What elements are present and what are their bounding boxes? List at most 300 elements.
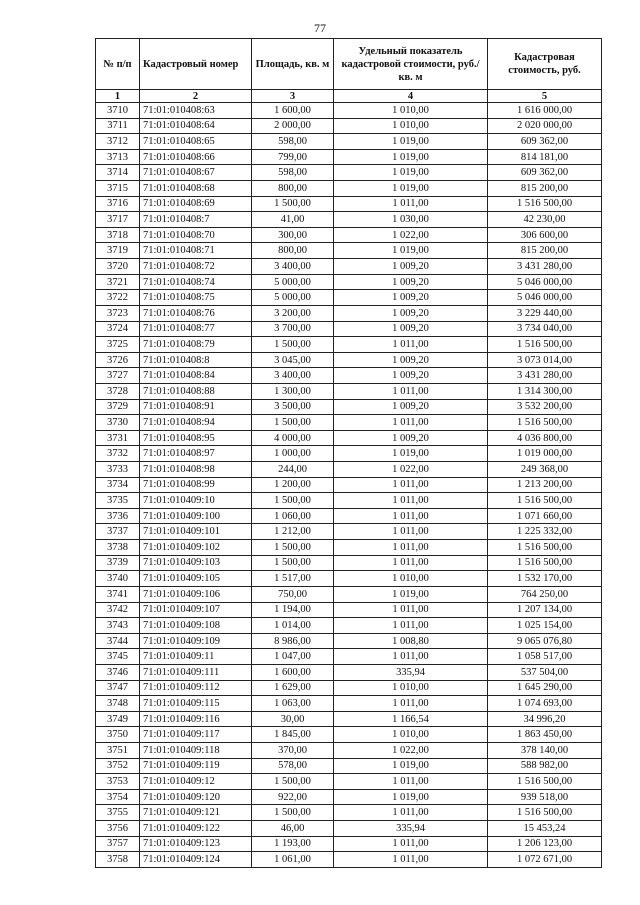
cadastral-number-cell: 71:01:010409:121 — [140, 805, 252, 821]
cadastral-value-cell: 815 200,00 — [488, 181, 602, 197]
cadastral-number-cell: 71:01:010409:118 — [140, 742, 252, 758]
specific-value-cell: 1 011,00 — [334, 383, 488, 399]
area-cell: 1 600,00 — [252, 103, 334, 119]
row-number-cell: 3753 — [96, 774, 140, 790]
table-row — [96, 462, 602, 478]
row-number-cell: 3720 — [96, 259, 140, 275]
cadastral-number-cell: 71:01:010409:108 — [140, 618, 252, 634]
specific-value-cell: 1 009,20 — [334, 352, 488, 368]
table-row — [96, 118, 602, 134]
cadastral-number-cell: 71:01:010409:111 — [140, 664, 252, 680]
table-row — [96, 383, 602, 399]
specific-value-cell: 1 011,00 — [334, 477, 488, 493]
table-row — [96, 742, 602, 758]
table-row — [96, 664, 602, 680]
cadastral-number-cell: 71:01:010408:97 — [140, 446, 252, 462]
row-number-cell: 3711 — [96, 118, 140, 134]
row-number-cell: 3718 — [96, 227, 140, 243]
area-cell: 1 517,00 — [252, 571, 334, 587]
cadastral-value-cell: 1 206 123,00 — [488, 836, 602, 852]
table-row — [96, 181, 602, 197]
area-cell: 800,00 — [252, 243, 334, 259]
cadastral-number-cell: 71:01:010409:123 — [140, 836, 252, 852]
table-row — [96, 789, 602, 805]
cadastral-number-cell: 71:01:010408:95 — [140, 430, 252, 446]
row-number-cell: 3757 — [96, 836, 140, 852]
cadastral-value-cell: 588 982,00 — [488, 758, 602, 774]
cadastral-value-cell: 1 071 660,00 — [488, 508, 602, 524]
row-number-cell: 3727 — [96, 368, 140, 384]
area-cell: 5 000,00 — [252, 274, 334, 290]
cadastral-value-cell: 42 230,00 — [488, 212, 602, 228]
area-cell: 799,00 — [252, 149, 334, 165]
table-row — [96, 305, 602, 321]
table-row — [96, 805, 602, 821]
table-row — [96, 103, 602, 119]
cadastral-number-cell: 71:01:010409:106 — [140, 586, 252, 602]
row-number-cell: 3714 — [96, 165, 140, 181]
table-row — [96, 508, 602, 524]
page-number: 77 — [314, 21, 326, 35]
specific-value-cell: 1 019,00 — [334, 586, 488, 602]
specific-value-cell: 1 009,20 — [334, 290, 488, 306]
row-number-cell: 3749 — [96, 711, 140, 727]
cadastral-number-cell: 71:01:010408:77 — [140, 321, 252, 337]
cadastral-value-cell: 1 516 500,00 — [488, 493, 602, 509]
table-row — [96, 711, 602, 727]
cadastral-value-cell: 378 140,00 — [488, 742, 602, 758]
cadastral-value-cell: 4 036 800,00 — [488, 430, 602, 446]
specific-value-cell: 1 009,20 — [334, 274, 488, 290]
specific-value-cell: 1 019,00 — [334, 181, 488, 197]
table-row — [96, 493, 602, 509]
cadastral-number-cell: 71:01:010408:74 — [140, 274, 252, 290]
area-cell: 1 600,00 — [252, 664, 334, 680]
area-cell: 3 400,00 — [252, 259, 334, 275]
cadastral-value-cell: 1 516 500,00 — [488, 196, 602, 212]
area-cell: 3 400,00 — [252, 368, 334, 384]
cadastral-value-cell: 1 516 500,00 — [488, 805, 602, 821]
row-number-cell: 3743 — [96, 618, 140, 634]
table-row — [96, 852, 602, 868]
cadastral-value-cell: 1 019 000,00 — [488, 446, 602, 462]
cadastral-number-cell: 71:01:010408:76 — [140, 305, 252, 321]
table-row — [96, 227, 602, 243]
specific-value-cell: 1 011,00 — [334, 555, 488, 571]
table-row — [96, 618, 602, 634]
specific-value-cell: 1 010,00 — [334, 680, 488, 696]
area-cell: 3 045,00 — [252, 352, 334, 368]
header-cadastral-number: Кадастровый номер — [140, 39, 252, 90]
row-number-cell: 3715 — [96, 181, 140, 197]
specific-value-cell: 1 011,00 — [334, 508, 488, 524]
cadastral-value-cell: 1 516 500,00 — [488, 540, 602, 556]
cadastral-number-cell: 71:01:010409:101 — [140, 524, 252, 540]
area-cell: 1 500,00 — [252, 337, 334, 353]
cadastral-number-cell: 71:01:010409:11 — [140, 649, 252, 665]
table-row — [96, 274, 602, 290]
row-number-cell: 3736 — [96, 508, 140, 524]
specific-value-cell: 1 166,54 — [334, 711, 488, 727]
row-number-cell: 3735 — [96, 493, 140, 509]
cadastral-number-cell: 71:01:010409:103 — [140, 555, 252, 571]
specific-value-cell: 1 019,00 — [334, 758, 488, 774]
table-row — [96, 555, 602, 571]
table-row — [96, 680, 602, 696]
row-number-cell: 3750 — [96, 727, 140, 743]
row-number-cell: 3747 — [96, 680, 140, 696]
cadastral-value-cell: 5 046 000,00 — [488, 274, 602, 290]
row-number-cell: 3740 — [96, 571, 140, 587]
cadastral-value-cell: 1 616 000,00 — [488, 103, 602, 119]
cadastral-value-cell: 3 229 440,00 — [488, 305, 602, 321]
specific-value-cell: 335,94 — [334, 821, 488, 837]
table-row — [96, 649, 602, 665]
row-number-cell: 3751 — [96, 742, 140, 758]
table-row — [96, 352, 602, 368]
area-cell: 1 047,00 — [252, 649, 334, 665]
cadastral-value-cell: 1 072 671,00 — [488, 852, 602, 868]
area-cell: 1 500,00 — [252, 415, 334, 431]
cadastral-value-cell: 3 431 280,00 — [488, 259, 602, 275]
specific-value-cell: 1 019,00 — [334, 165, 488, 181]
cadastral-number-cell: 71:01:010409:119 — [140, 758, 252, 774]
specific-value-cell: 1 011,00 — [334, 852, 488, 868]
area-cell: 244,00 — [252, 462, 334, 478]
area-cell: 3 700,00 — [252, 321, 334, 337]
specific-value-cell: 1 019,00 — [334, 243, 488, 259]
area-cell: 1 061,00 — [252, 852, 334, 868]
specific-value-cell: 1 019,00 — [334, 446, 488, 462]
specific-value-cell: 1 009,20 — [334, 368, 488, 384]
cadastral-number-cell: 71:01:010408:67 — [140, 165, 252, 181]
cadastral-number-cell: 71:01:010409:102 — [140, 540, 252, 556]
cadastral-value-cell: 939 518,00 — [488, 789, 602, 805]
area-cell: 3 500,00 — [252, 399, 334, 415]
row-number-cell: 3710 — [96, 103, 140, 119]
area-cell: 1 500,00 — [252, 774, 334, 790]
row-number-cell: 3724 — [96, 321, 140, 337]
row-number-cell: 3723 — [96, 305, 140, 321]
specific-value-cell: 1 019,00 — [334, 789, 488, 805]
table-row — [96, 243, 602, 259]
cadastral-number-cell: 71:01:010408:84 — [140, 368, 252, 384]
specific-value-cell: 1 011,00 — [334, 493, 488, 509]
specific-value-cell: 1 009,20 — [334, 321, 488, 337]
cadastral-number-cell: 71:01:010408:79 — [140, 337, 252, 353]
area-cell: 598,00 — [252, 134, 334, 150]
cadastral-value-cell: 306 600,00 — [488, 227, 602, 243]
area-cell: 1 014,00 — [252, 618, 334, 634]
cadastral-number-cell: 71:01:010409:117 — [140, 727, 252, 743]
area-cell: 300,00 — [252, 227, 334, 243]
area-cell: 598,00 — [252, 165, 334, 181]
cadastral-value-cell: 1 207 134,00 — [488, 602, 602, 618]
table-row — [96, 540, 602, 556]
table-row — [96, 571, 602, 587]
specific-value-cell: 1 011,00 — [334, 337, 488, 353]
specific-value-cell: 1 011,00 — [334, 415, 488, 431]
table-row — [96, 399, 602, 415]
area-cell: 1 500,00 — [252, 805, 334, 821]
cadastral-number-cell: 71:01:010409:107 — [140, 602, 252, 618]
cadastral-number-cell: 71:01:010409:10 — [140, 493, 252, 509]
cadastral-value-cell: 3 073 014,00 — [488, 352, 602, 368]
row-number-cell: 3734 — [96, 477, 140, 493]
area-cell: 922,00 — [252, 789, 334, 805]
cadastral-number-cell: 71:01:010409:12 — [140, 774, 252, 790]
table-row — [96, 337, 602, 353]
table-row — [96, 821, 602, 837]
specific-value-cell: 335,94 — [334, 664, 488, 680]
row-number-cell: 3721 — [96, 274, 140, 290]
row-number-cell: 3728 — [96, 383, 140, 399]
row-number-cell: 3717 — [96, 212, 140, 228]
specific-value-cell: 1 019,00 — [334, 134, 488, 150]
area-cell: 1 193,00 — [252, 836, 334, 852]
cadastral-number-cell: 71:01:010408:88 — [140, 383, 252, 399]
cadastral-value-cell: 1 645 290,00 — [488, 680, 602, 696]
cadastral-number-cell: 71:01:010408:91 — [140, 399, 252, 415]
header-cadastral-value: Кадастровая стоимость, руб. — [488, 39, 602, 90]
cadastral-number-cell: 71:01:010409:105 — [140, 571, 252, 587]
table-row — [96, 696, 602, 712]
specific-value-cell: 1 011,00 — [334, 540, 488, 556]
cadastral-value-cell: 814 181,00 — [488, 149, 602, 165]
cadastral-value-cell: 1 025 154,00 — [488, 618, 602, 634]
row-number-cell: 3754 — [96, 789, 140, 805]
cadastral-number-cell: 71:01:010408:98 — [140, 462, 252, 478]
table-row — [96, 290, 602, 306]
column-number: 5 — [488, 90, 602, 103]
specific-value-cell: 1 011,00 — [334, 805, 488, 821]
cadastral-value-cell: 1 074 693,00 — [488, 696, 602, 712]
table-row — [96, 836, 602, 852]
area-cell: 1 194,00 — [252, 602, 334, 618]
area-cell: 1 200,00 — [252, 477, 334, 493]
specific-value-cell: 1 010,00 — [334, 118, 488, 134]
area-cell: 41,00 — [252, 212, 334, 228]
specific-value-cell: 1 010,00 — [334, 727, 488, 743]
row-number-cell: 3722 — [96, 290, 140, 306]
specific-value-cell: 1 019,00 — [334, 149, 488, 165]
row-number-cell: 3737 — [96, 524, 140, 540]
cadastral-value-cell: 2 020 000,00 — [488, 118, 602, 134]
row-number-cell: 3739 — [96, 555, 140, 571]
cadastral-value-cell: 1 516 500,00 — [488, 415, 602, 431]
area-cell: 1 063,00 — [252, 696, 334, 712]
table-row — [96, 774, 602, 790]
cadastral-value-cell: 1 225 332,00 — [488, 524, 602, 540]
area-cell: 5 000,00 — [252, 290, 334, 306]
table-row — [96, 727, 602, 743]
cadastral-value-cell: 1 213 200,00 — [488, 477, 602, 493]
row-number-cell: 3738 — [96, 540, 140, 556]
table-row — [96, 633, 602, 649]
area-cell: 46,00 — [252, 821, 334, 837]
cadastral-value-cell: 537 504,00 — [488, 664, 602, 680]
column-number: 2 — [140, 90, 252, 103]
column-number: 3 — [252, 90, 334, 103]
cadastral-number-cell: 71:01:010408:7 — [140, 212, 252, 228]
cadastral-value-cell: 249 368,00 — [488, 462, 602, 478]
row-number-cell: 3752 — [96, 758, 140, 774]
table-row — [96, 212, 602, 228]
header-area: Площадь, кв. м — [252, 39, 334, 90]
cadastral-number-cell: 71:01:010408:70 — [140, 227, 252, 243]
specific-value-cell: 1 009,20 — [334, 259, 488, 275]
row-number-cell: 3732 — [96, 446, 140, 462]
cadastral-number-cell: 71:01:010409:120 — [140, 789, 252, 805]
row-number-cell: 3733 — [96, 462, 140, 478]
row-number-cell: 3742 — [96, 602, 140, 618]
specific-value-cell: 1 011,00 — [334, 602, 488, 618]
row-number-cell: 3756 — [96, 821, 140, 837]
cadastral-value-cell: 609 362,00 — [488, 134, 602, 150]
table-row — [96, 368, 602, 384]
specific-value-cell: 1 022,00 — [334, 742, 488, 758]
specific-value-cell: 1 011,00 — [334, 524, 488, 540]
cadastral-value-cell: 1 516 500,00 — [488, 555, 602, 571]
area-cell: 1 000,00 — [252, 446, 334, 462]
specific-value-cell: 1 011,00 — [334, 618, 488, 634]
table-row — [96, 430, 602, 446]
cadastral-value-cell: 1 314 300,00 — [488, 383, 602, 399]
row-number-cell: 3730 — [96, 415, 140, 431]
row-number-cell: 3726 — [96, 352, 140, 368]
table-row — [96, 477, 602, 493]
row-number-cell: 3741 — [96, 586, 140, 602]
table-row — [96, 446, 602, 462]
row-number-cell: 3712 — [96, 134, 140, 150]
cadastral-value-table — [95, 38, 602, 868]
column-number: 4 — [334, 90, 488, 103]
cadastral-number-cell: 71:01:010408:75 — [140, 290, 252, 306]
specific-value-cell: 1 009,20 — [334, 305, 488, 321]
specific-value-cell: 1 010,00 — [334, 571, 488, 587]
specific-value-cell: 1 030,00 — [334, 212, 488, 228]
column-number-row — [96, 90, 602, 103]
area-cell: 1 500,00 — [252, 540, 334, 556]
table-row — [96, 134, 602, 150]
cadastral-number-cell: 71:01:010408:64 — [140, 118, 252, 134]
specific-value-cell: 1 009,20 — [334, 399, 488, 415]
table-row — [96, 602, 602, 618]
cadastral-number-cell: 71:01:010408:63 — [140, 103, 252, 119]
area-cell: 1 629,00 — [252, 680, 334, 696]
cadastral-value-cell: 1 863 450,00 — [488, 727, 602, 743]
cadastral-number-cell: 71:01:010409:100 — [140, 508, 252, 524]
specific-value-cell: 1 011,00 — [334, 696, 488, 712]
area-cell: 370,00 — [252, 742, 334, 758]
table-body — [96, 103, 602, 868]
cadastral-value-cell: 5 046 000,00 — [488, 290, 602, 306]
specific-value-cell: 1 011,00 — [334, 196, 488, 212]
cadastral-value-cell: 15 453,24 — [488, 821, 602, 837]
row-number-cell: 3758 — [96, 852, 140, 868]
table-row — [96, 196, 602, 212]
cadastral-value-cell: 1 516 500,00 — [488, 337, 602, 353]
row-number-cell: 3744 — [96, 633, 140, 649]
area-cell: 1 845,00 — [252, 727, 334, 743]
area-cell: 800,00 — [252, 181, 334, 197]
cadastral-value-cell: 1 532 170,00 — [488, 571, 602, 587]
specific-value-cell: 1 010,00 — [334, 103, 488, 119]
header-row-number: № п/п — [96, 39, 140, 90]
header-specific-value: Удельный показатель кадастровой стоимости, руб./кв. м — [334, 39, 488, 90]
area-cell: 1 300,00 — [252, 383, 334, 399]
cadastral-value-cell: 9 065 076,80 — [488, 633, 602, 649]
specific-value-cell: 1 008,80 — [334, 633, 488, 649]
cadastral-number-cell: 71:01:010408:8 — [140, 352, 252, 368]
row-number-cell: 3725 — [96, 337, 140, 353]
cadastral-number-cell: 71:01:010409:115 — [140, 696, 252, 712]
cadastral-number-cell: 71:01:010409:112 — [140, 680, 252, 696]
table-header-row — [96, 39, 602, 90]
row-number-cell: 3755 — [96, 805, 140, 821]
specific-value-cell: 1 009,20 — [334, 430, 488, 446]
row-number-cell: 3748 — [96, 696, 140, 712]
cadastral-number-cell: 71:01:010408:65 — [140, 134, 252, 150]
area-cell: 1 500,00 — [252, 555, 334, 571]
cadastral-number-cell: 71:01:010408:99 — [140, 477, 252, 493]
cadastral-number-cell: 71:01:010408:94 — [140, 415, 252, 431]
row-number-cell: 3745 — [96, 649, 140, 665]
cadastral-value-cell: 34 996,20 — [488, 711, 602, 727]
table-row — [96, 758, 602, 774]
area-cell: 2 000,00 — [252, 118, 334, 134]
specific-value-cell: 1 011,00 — [334, 649, 488, 665]
area-cell: 8 986,00 — [252, 633, 334, 649]
table-row — [96, 321, 602, 337]
specific-value-cell: 1 022,00 — [334, 462, 488, 478]
cadastral-number-cell: 71:01:010408:68 — [140, 181, 252, 197]
area-cell: 578,00 — [252, 758, 334, 774]
cadastral-value-cell: 3 734 040,00 — [488, 321, 602, 337]
cadastral-number-cell: 71:01:010408:66 — [140, 149, 252, 165]
table-row — [96, 165, 602, 181]
cadastral-number-cell: 71:01:010408:72 — [140, 259, 252, 275]
column-number: 1 — [96, 90, 140, 103]
table-row — [96, 524, 602, 540]
cadastral-number-cell: 71:01:010409:122 — [140, 821, 252, 837]
row-number-cell: 3716 — [96, 196, 140, 212]
row-number-cell: 3746 — [96, 664, 140, 680]
row-number-cell: 3713 — [96, 149, 140, 165]
area-cell: 750,00 — [252, 586, 334, 602]
row-number-cell: 3731 — [96, 430, 140, 446]
cadastral-value-cell: 815 200,00 — [488, 243, 602, 259]
cadastral-number-cell: 71:01:010409:124 — [140, 852, 252, 868]
specific-value-cell: 1 022,00 — [334, 227, 488, 243]
area-cell: 30,00 — [252, 711, 334, 727]
area-cell: 1 500,00 — [252, 493, 334, 509]
table-row — [96, 415, 602, 431]
table-row — [96, 149, 602, 165]
area-cell: 1 500,00 — [252, 196, 334, 212]
row-number-cell: 3719 — [96, 243, 140, 259]
cadastral-value-cell: 609 362,00 — [488, 165, 602, 181]
specific-value-cell: 1 011,00 — [334, 836, 488, 852]
row-number-cell: 3729 — [96, 399, 140, 415]
table-row — [96, 586, 602, 602]
cadastral-number-cell: 71:01:010408:69 — [140, 196, 252, 212]
cadastral-number-cell: 71:01:010409:116 — [140, 711, 252, 727]
cadastral-number-cell: 71:01:010409:109 — [140, 633, 252, 649]
area-cell: 1 060,00 — [252, 508, 334, 524]
cadastral-number-cell: 71:01:010408:71 — [140, 243, 252, 259]
cadastral-value-cell: 3 431 280,00 — [488, 368, 602, 384]
